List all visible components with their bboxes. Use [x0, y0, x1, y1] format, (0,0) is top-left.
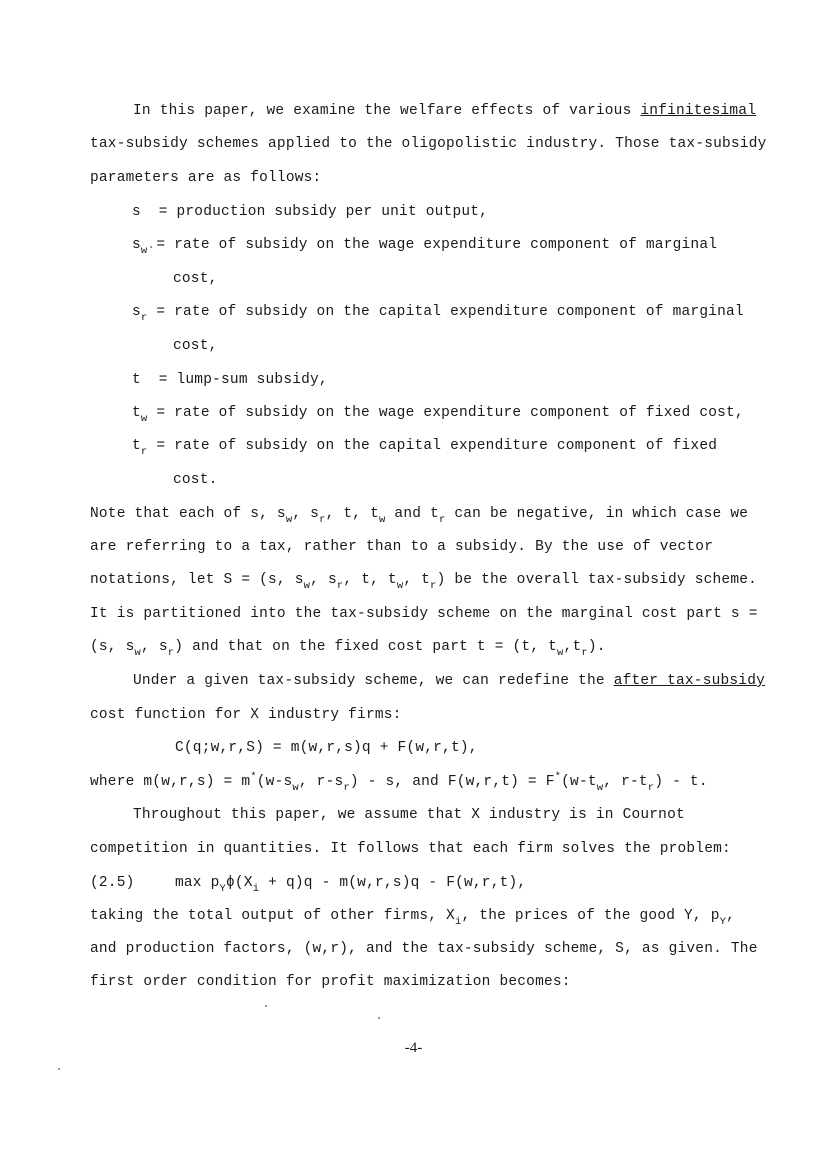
- text-line: and production factors, (w,r), and the tax-subsidy scheme, S, as given. The: [90, 941, 758, 957]
- text-line: Note that each of s, $s_w$, $s_r$, t, $t_w$ and $t_r$ can be negative, in which case we: [90, 506, 749, 526]
- definition-tw: $t_w$ = rate of subsidy on the wage expenditure component of fixed cost,: [132, 405, 744, 425]
- equation-2-5: $\max p_Y\phi(X_i + q)q - m(w,r,s)q - F(w,r,t)$,: [175, 875, 527, 895]
- equation-2-5-label: (2.5): [90, 875, 135, 891]
- definition-sr: $s_r$ = rate of subsidy on the capital expenditure component of marginal: [132, 304, 744, 324]
- definition-s: s = production subsidy per unit output,: [132, 204, 489, 220]
- text-line: cost function for X industry firms:: [90, 707, 402, 723]
- definition-tr: $t_r$ = rate of subsidy on the capital expenditure component of fixed: [132, 438, 718, 458]
- scan-speck: [378, 1017, 380, 1019]
- text-line: It is partitioned into the tax-subsidy scheme on the marginal cost part s =: [90, 606, 758, 622]
- definition-sw-continued: cost,: [173, 271, 218, 287]
- scan-speck: [58, 1068, 60, 1070]
- text-line: first order condition for profit maximization becomes:: [90, 974, 571, 990]
- definition-t: t = lump-sum subsidy,: [132, 372, 328, 388]
- equation-cost-function: C(q;w,r,S) = m(w,r,s)q + F(w,r,t),: [175, 740, 478, 756]
- scan-speck: [150, 246, 152, 248]
- text-line: where $m(w,r,s) = m^*(w-s_w$, $r-s_r$) - s, and $F(w,r,t) = F^*(w-t_w$, $r-t_r$) - t.: [90, 771, 708, 794]
- text-line: Under a given tax-subsidy scheme, we can redefine the after tax-subsidy: [133, 673, 766, 689]
- definition-sr-continued: cost,: [173, 338, 218, 354]
- definition-sw: $s_w$ = rate of subsidy on the wage expenditure component of marginal: [132, 237, 718, 257]
- text-line: are referring to a tax, rather than to a subsidy. By the use of vector: [90, 539, 714, 555]
- text-line: taking the total output of other firms, $X_i$, the prices of the good Y, $p_Y$,: [90, 908, 736, 928]
- text-line: tax-subsidy schemes applied to the oligopolistic industry. Those tax-subsidy: [90, 136, 767, 152]
- text-line: notations, let S = (s, $s_w$, $s_r$, t, $t_w$, $t_r$) be the overall tax-subsidy scheme.: [90, 572, 758, 592]
- text-line: parameters are as follows:: [90, 170, 322, 186]
- page-number: -4-: [404, 1040, 423, 1056]
- text-line: competition in quantities. It follows that each firm solves the problem:: [90, 841, 731, 857]
- text-line: (s, $s_w$, $s_r$) and that on the fixed cost part t = (t, $t_w,t_r$).: [90, 639, 606, 659]
- text-line: In this paper, we examine the welfare effects of various infinitesimal: [133, 103, 757, 119]
- scan-speck: [265, 1005, 267, 1007]
- text-line: Throughout this paper, we assume that X industry is in Cournot: [133, 807, 685, 823]
- definition-tr-continued: cost.: [173, 472, 218, 488]
